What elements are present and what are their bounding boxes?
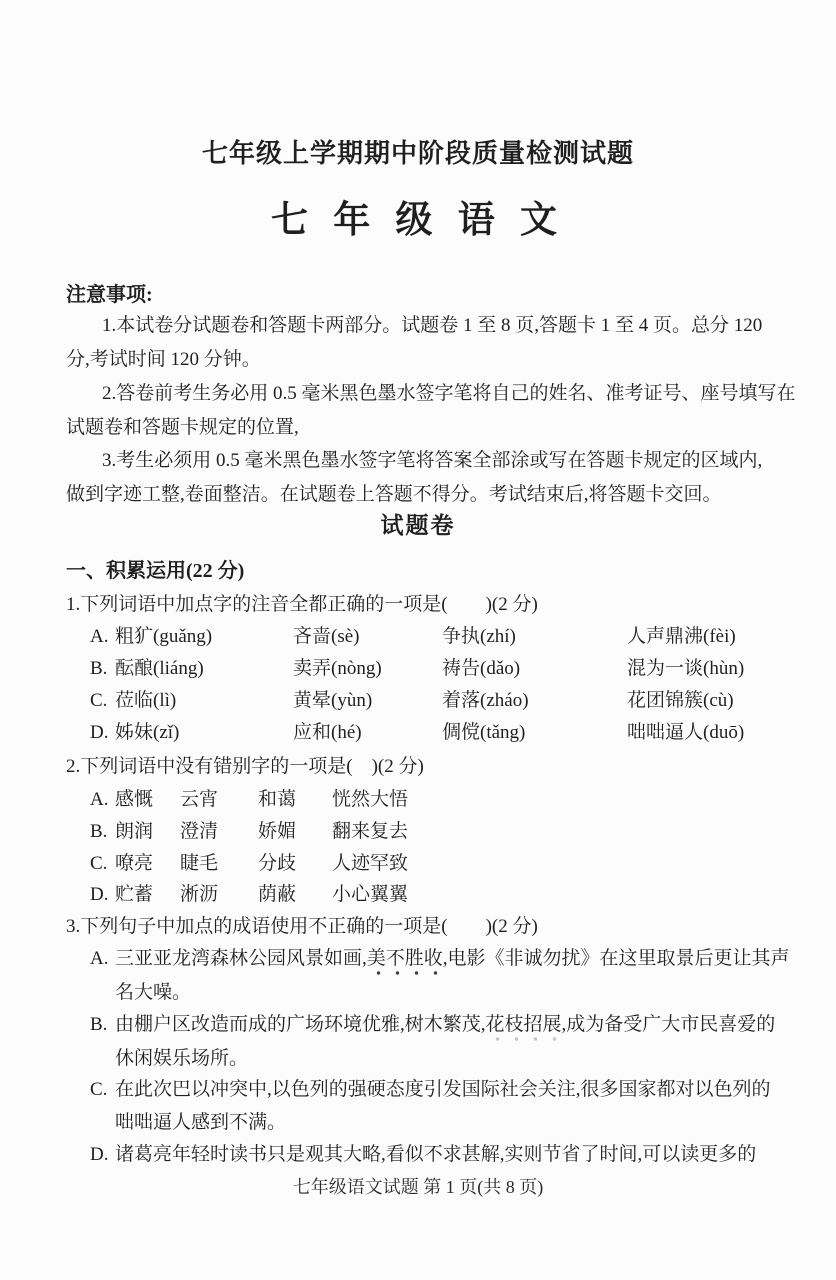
word-item: 嘹亮 [115,853,154,874]
word-item [90,849,180,878]
word-item: 荫蔽 [258,884,297,905]
word-item: 朗润 [115,821,154,842]
q2-row-a [90,785,790,814]
exam-title: 七年级上学期期中阶段质量检测试题 [201,139,634,168]
word-item [90,718,293,747]
section1-heading: 一、积累运用(22 分) [66,560,245,582]
word-item: 粗犷(guǎng) [115,626,213,647]
word-item: 倜傥(tǎng) [442,722,526,743]
word-item: 淅沥 [180,884,219,905]
q3-option-a-line1 [90,944,790,973]
option-label: B. [90,821,108,842]
word-item: 酝酿(liáng) [115,658,204,679]
q1-row-a [90,622,790,651]
q3-stem: 3.下列句子中加点的成语使用不正确的一项是( )(2 分) [66,916,538,937]
word-item: 争执(zhí) [442,626,516,647]
q2-row-d [90,880,790,909]
word-item: 祷告(dǎo) [442,658,521,679]
notice-item3-line1: 3.考生必须用 0.5 毫米黑色墨水签字笔将答案全部涂或写在答题卡规定的区域内, [102,450,763,471]
word-item: 着落(zháo) [442,690,529,711]
notice-heading: 注意事项: [66,284,153,306]
sentence-text: ,电影《非诚勿扰》在这里取景后更让其声 [442,948,790,969]
emphasized-idiom: 花枝招展 [486,1014,562,1042]
word-item: 吝啬(sè) [293,626,360,647]
word-item: 澄清 [180,821,219,842]
sentence-text: 诸葛亮年轻时读书只是观其大略,看似不求甚解,实则节省了时间,可以读更多的 [115,1144,757,1165]
emphasized-idiom: 美不胜收 [367,948,443,976]
word-item [90,880,180,909]
word-item: 混为一谈(hùn) [627,658,745,679]
word-item: 花团锦簇(cù) [627,690,734,711]
word-item: 小心翼翼 [332,884,409,905]
option-label: D. [90,722,109,743]
word-item: 姊妹(zǐ) [115,722,180,743]
sentence-text: 由棚户区改造而成的广场环境优雅,树木繁茂, [115,1014,486,1035]
word-item: 人声鼎沸(fèi) [627,626,736,647]
word-item: 卖弄(nòng) [293,658,382,679]
q2-row-b [90,817,790,846]
word-item: 娇媚 [258,821,297,842]
word-item [90,686,293,715]
word-item: 翻来复去 [332,821,409,842]
word-item [90,622,293,651]
option-label: A. [90,626,109,647]
q3-option-a-line2: 名大噪。 [115,982,192,1003]
notice-item2-line2: 试题卷和答题卡规定的位置, [66,417,299,438]
word-item: 睫毛 [180,853,219,874]
q2-row-c [90,849,790,878]
word-item: 黄晕(yùn) [293,690,373,711]
q3-option-d-line1 [90,1140,756,1169]
word-item: 恍然大悟 [332,789,409,810]
word-item [90,654,293,683]
subject-title: 七 年 级 语 文 [271,200,565,241]
sentence-text: 三亚亚龙湾森林公园风景如画, [115,948,367,969]
word-item: 分歧 [258,853,297,874]
word-item: 人迹罕致 [332,853,409,874]
q3-option-b-line1 [90,1010,775,1039]
q1-stem: 1.下列词语中加点字的注音全都正确的一项是( )(2 分) [66,594,538,615]
notice-item1-line1: 1.本试卷分试题卷和答题卡两部分。试题卷 1 至 8 页,答题卡 1 至 4 页。总分 120 [102,315,763,336]
option-label: D. [90,884,109,905]
option-label: B. [90,658,108,679]
sentence-text: ,成为备受广大市民喜爱的 [561,1014,776,1035]
q3-option-b-line2: 休闲娱乐场所。 [115,1048,249,1069]
option-label: A. [90,789,109,810]
option-label: D. [90,1144,109,1165]
word-item [90,817,180,846]
word-item: 贮蓄 [115,884,154,905]
option-label: C. [90,1079,108,1100]
notice-item3-line2: 做到字迹工整,卷面整洁。在试题卷上答题不得分。考试结束后,将答题卡交回。 [66,484,722,505]
word-item: 应和(hé) [293,722,362,743]
word-item: 莅临(lì) [115,690,177,711]
option-label: A. [90,948,109,969]
word-item: 感慨 [115,789,154,810]
word-item: 云宵 [180,789,219,810]
q2-stem: 2.下列词语中没有错别字的一项是( )(2 分) [66,756,424,777]
option-label: C. [90,690,108,711]
word-item: 和蔼 [258,789,297,810]
q1-row-d [90,718,790,747]
q1-row-b [90,654,790,683]
notice-item1-line2: 分,考试时间 120 分钟。 [66,349,261,370]
paper-section-heading: 试题卷 [380,513,456,538]
word-item: 咄咄逼人(duō) [627,722,745,743]
option-label: B. [90,1014,108,1035]
q3-option-c-line1 [90,1075,771,1104]
option-label: C. [90,853,108,874]
q1-row-c [90,686,790,715]
q3-option-c-line2: 咄咄逼人感到不满。 [115,1112,287,1133]
sentence-text: 在此次巴以冲突中,以色列的强硬态度引发国际社会关注,很多国家都对以色列的 [115,1079,771,1100]
page-footer: 七年级语文试题 第 1 页(共 8 页) [292,1177,544,1197]
notice-item2-line1: 2.答卷前考生务必用 0.5 毫米黑色墨水签字笔将自己的姓名、准考证号、座号填写在 [102,383,796,404]
word-item [90,785,180,814]
